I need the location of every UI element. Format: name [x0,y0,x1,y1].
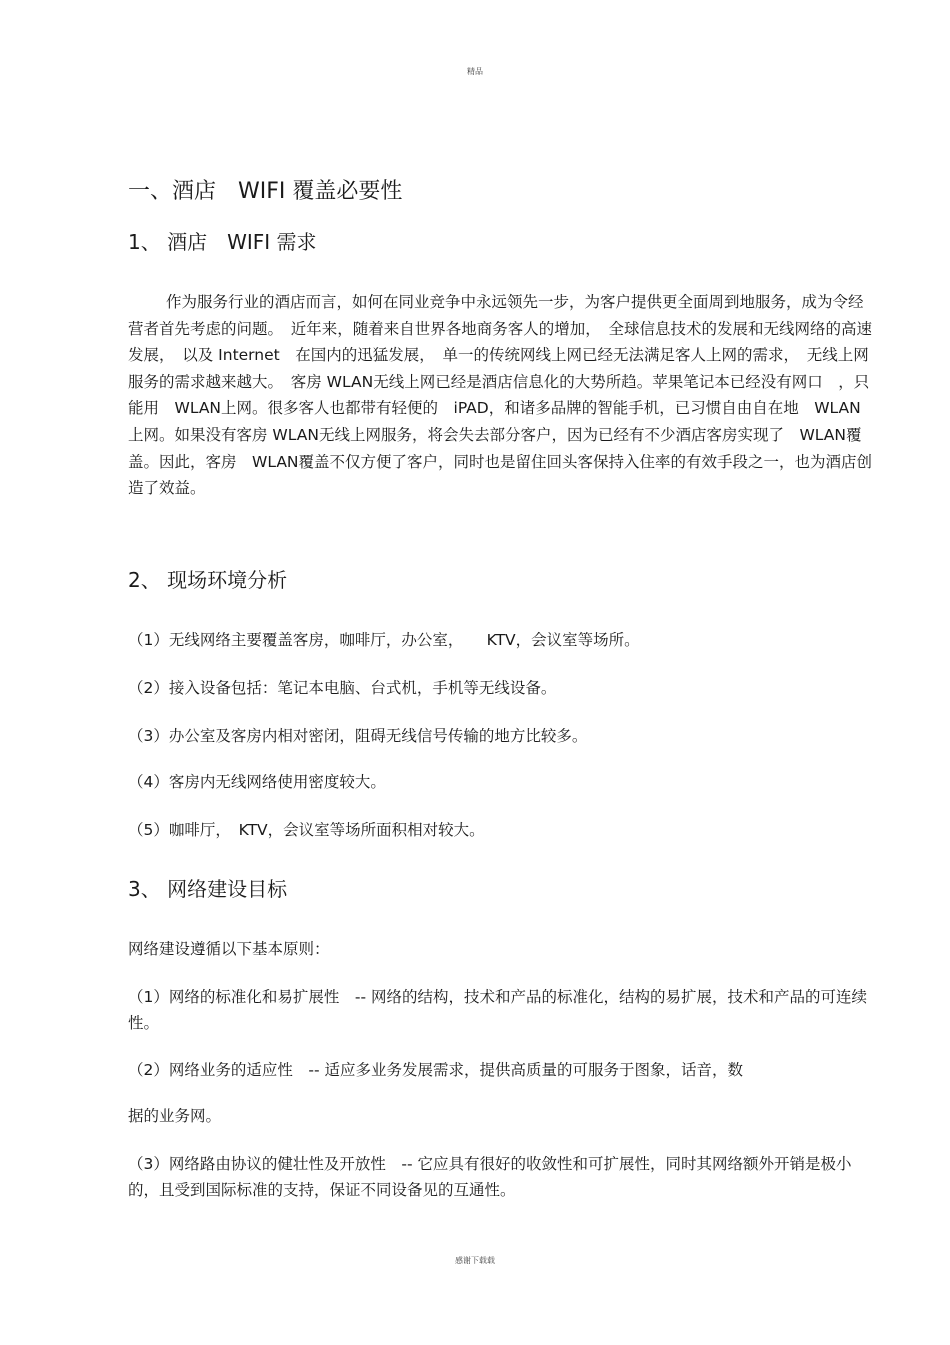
section-heading-network-goals: 3、 网络建设目标 [128,877,288,901]
page-header: 精品 [467,67,483,76]
list-item: （4）客房内无线网络使用密度较大。 [128,773,386,791]
principle-item-continued: 据的业务网。 [128,1107,222,1125]
section-heading-wifi-demand: 1、 酒店 WIFI 需求 [128,230,317,254]
section-body-wifi-demand: 作为服务行业的酒店而言，如何在同业竞争中永远领先一步，为客户提供更全面周到地服务，成为令经营者首先考虑的问题。 近年来，随着来自世界各地商务客人的增加， 全球信息技术的发展和无线网络的高速发展， 以及 Internet 在国内的迅猛发展， 单一的传统网线上网已经无法满足客人上网的需求， 无线上网服务的需求越来越大。 客房 WLAN无线上网已经是酒店信息化的大势所趋。苹果笔记本已经没有网口 ，只能用 WLAN上网。很多客人也都带有轻便的 iPAD，和诸多品牌的智能手机，已习惯自由自在地 WLAN上网。如果没有客房 WLAN无线上网服务，将会失去部分客户，因为已经有不少酒店客房实现了 WLAN覆盖。因此，客房 WLAN覆盖不仅方便了客户，同时也是留住回头客保持入住率的有效手段之一，也为酒店创造了效益。 [128,293,873,498]
document-title: 一、酒店 WIFI 覆盖必要性 [128,179,403,204]
principle-item: （1）网络的标准化和易扩展性 -- 网络的结构，技术和产品的标准化，结构的易扩展，技术和产品的可连续性。 [128,988,867,1032]
section-intro: 网络建设遵循以下基本原则： [128,940,330,958]
principle-item: （3）网络路由协议的健壮性及开放性 -- 它应具有很好的收敛性和可扩展性，同时其网络额外开销是极小的，且受到国际标准的支持，保证不同设备见的互通性。 [128,1155,852,1199]
section-heading-site-analysis: 2、 现场环境分析 [128,568,288,592]
list-item: （2）接入设备包括：笔记本电脑、台式机，手机等无线设备。 [128,679,557,697]
list-item: （3）办公室及客房内相对密闭，阻碍无线信号传输的地方比较多。 [128,727,588,745]
page-footer: 感谢下载载 [455,1256,495,1265]
principle-item: （2）网络业务的适应性 -- 适应多业务发展需求，提供高质量的可服务于图象，话音，数 [128,1061,743,1079]
list-item: （5）咖啡厅， KTV，会议室等场所面积相对较大。 [128,821,485,839]
list-item: （1）无线网络主要覆盖客房，咖啡厅，办公室， KTV，会议室等场所。 [128,631,640,649]
